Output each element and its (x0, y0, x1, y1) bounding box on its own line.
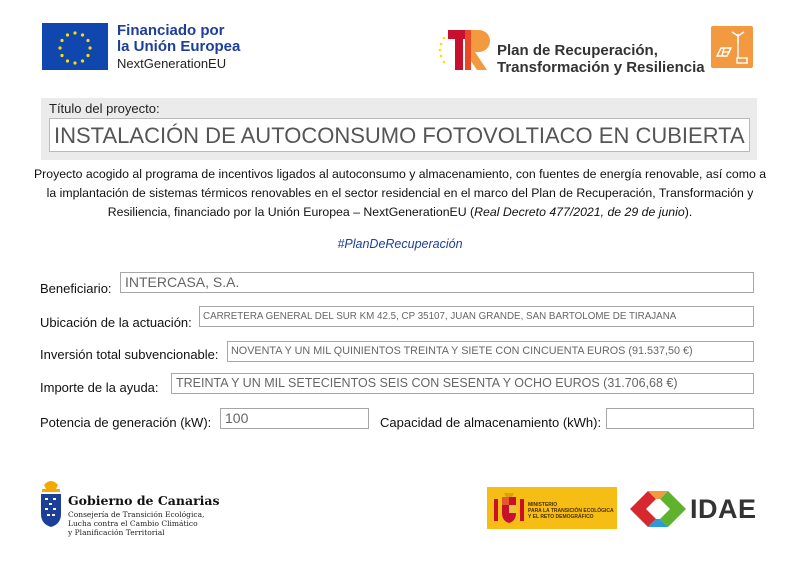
investment-field[interactable]: NOVENTA Y UN MIL QUINIENTOS TREINTA Y SIETE CON CINCUENTA EUROS (91.537,50 €) (227, 341, 754, 362)
ministerio-line-2: PARA LA TRANSICIÓN ECOLÓGICA (528, 508, 614, 514)
ministerio-line-1: MINISTERIO (528, 502, 558, 508)
canarias-shield-logo (38, 477, 64, 531)
ministerio-line-3: Y EL RETO DEMOGRÁFICO (528, 514, 594, 520)
project-title-label: Título del proyecto: (49, 101, 160, 116)
eu-line-2: la Unión Europea (117, 38, 241, 55)
aid-label: Importe de la ayuda: (40, 380, 159, 395)
plan-recuperacion-text (497, 42, 705, 76)
eu-funding-text (117, 23, 240, 72)
eu-line-1: Financiado por (117, 22, 225, 39)
eu-line-3: NextGenerationEU (117, 56, 227, 71)
canarias-sub-3: y Planificación Territorial (68, 528, 165, 537)
canarias-sub-2: Lucha contra el Cambio Climático (68, 519, 198, 528)
plan-line-2: Transformación y Resiliencia (497, 59, 705, 76)
canarias-sub-1: Consejería de Transición Ecológica, (68, 510, 205, 519)
idae-emblem-icon (628, 487, 688, 531)
description-main: Proyecto acogido al programa de incentivos ligados al autoconsumo y almacenamiento, con fuentes de energía renovable, así como a la implantación de sistemas térmicos renovables en el sector residencial en el marco del Plan de Recuperación, Transformación y Resiliencia, financiado por la Unión Europea – NextGenerationEU ( (33, 167, 767, 219)
renewable-energy-icon (711, 26, 753, 68)
spain-coat-of-arms-icon (492, 491, 526, 525)
location-field[interactable]: CARRETERA GENERAL DEL SUR KM 42.5, CP 35107, JUAN GRANDE, SAN BARTOLOME DE TIRAJANA (199, 306, 754, 327)
beneficiary-label: Beneficiario: (40, 281, 112, 296)
description-end: ). (684, 205, 693, 219)
prtr-logo (438, 26, 496, 72)
project-description (30, 165, 770, 222)
beneficiary-field[interactable]: INTERCASA, S.A. (120, 272, 754, 293)
plan-line-1: Plan de Recuperación, (497, 42, 658, 59)
storage-field[interactable] (606, 408, 754, 429)
gobierno-canarias-text (68, 494, 220, 537)
project-title-field[interactable]: INSTALACIÓN DE AUTOCONSUMO FOTOVOLTIACO EN CUBIERTA (49, 118, 750, 152)
idae-wordmark: IDAE (690, 494, 757, 524)
investment-label: Inversión total subvencionable: (40, 347, 219, 362)
power-field[interactable]: 100 (220, 408, 369, 429)
canarias-name: Gobierno de Canarias (68, 493, 220, 508)
power-label: Potencia de generación (kW): (40, 415, 212, 430)
ministerio-text (528, 502, 614, 520)
eu-flag-logo (42, 23, 108, 70)
aid-field[interactable]: TREINTA Y UN MIL SETECIENTOS SEIS CON SESENTA Y OCHO EUROS (31.706,68 €) (171, 373, 754, 394)
decree-reference: Real Decreto 477/2021, de 29 de junio (474, 205, 685, 219)
hashtag: #PlanDeRecuperación (337, 237, 463, 251)
location-label: Ubicación de la actuación: (40, 315, 192, 330)
storage-label: Capacidad de almacenamiento (kWh): (380, 415, 602, 430)
